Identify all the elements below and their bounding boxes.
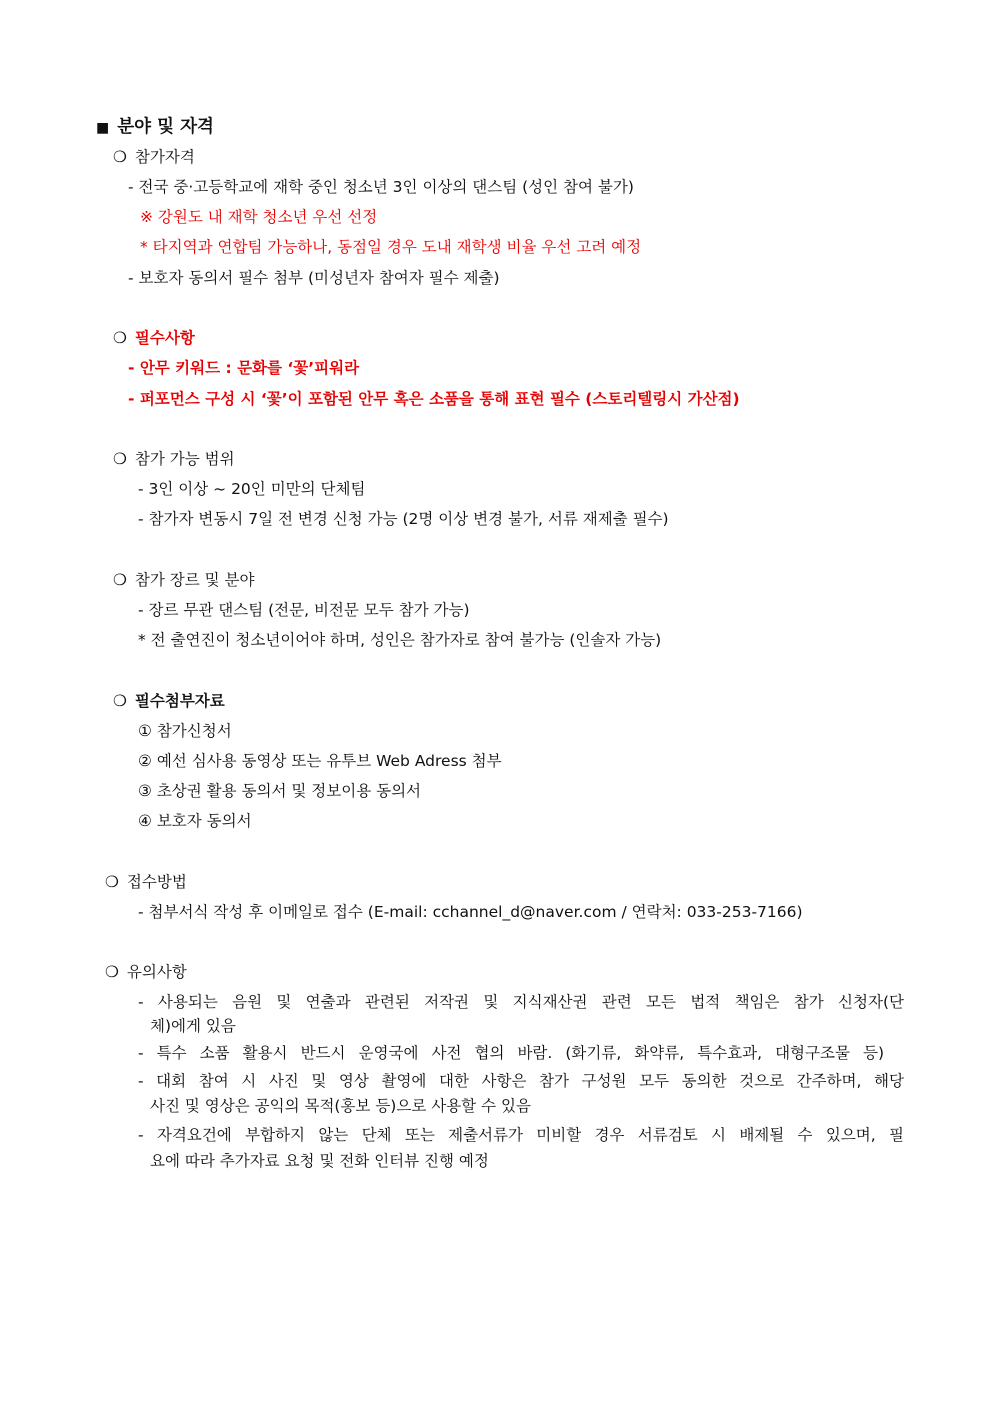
range-title: 참가 가능 범위 — [134, 450, 235, 468]
qualification-line-4: - 보호자 동의서 필수 첨부 (미성년자 참여자 필수 제출) — [128, 269, 500, 287]
qualification-line-1: - 전국 중·고등학교에 재학 중인 청소년 3인 이상의 댄스팀 (성인 참여 불가) — [128, 178, 634, 196]
attachment-item-3: ③ 초상권 활용 동의서 및 정보이용 동의서 — [138, 782, 422, 800]
qualification-line-3: * 타지역과 연합팀 가능하나, 동점일 경우 도내 재학생 비율 우선 고려 예정 — [140, 238, 642, 256]
note-4-line-2: 요에 따라 추가자료 요청 및 전화 인터뷰 진행 예정 — [150, 1152, 489, 1170]
note-4-line-1: - 자격요건에 부합하지 않는 단체 또는 제출서류가 미비할 경우 서류검토 시 배제될 수 있으며, 필 — [138, 1126, 904, 1144]
attachment-item-1: ① 참가신청서 — [138, 722, 232, 740]
circle-bullet-icon: ❍ — [113, 148, 127, 166]
qualification-title: 참가자격 — [134, 148, 195, 166]
note-2: - 특수 소품 활용시 반드시 운영국에 사전 협의 바람. (화기류, 화약류, 특수효과, 대형구조물 등) — [138, 1044, 884, 1062]
note-3-line-1: - 대회 참여 시 사진 및 영상 촬영에 대한 사항은 참가 구성원 모두 동의한 것으로 간주하며, 해당 — [138, 1072, 904, 1090]
section-heading — [96, 116, 214, 139]
required-title: 필수사항 — [134, 329, 195, 347]
genre-line-2: * 전 출연진이 청소년이어야 하며, 성인은 참가자로 참여 불가능 (인솔자 가능) — [138, 631, 662, 649]
required-heading — [113, 327, 195, 349]
section-title: 분야 및 자격 — [117, 117, 214, 137]
genre-line-1: - 장르 무관 댄스팀 (전문, 비전문 모두 참가 가능) — [138, 601, 470, 619]
circle-bullet-icon: ❍ — [105, 963, 119, 981]
notes-title: 유의사항 — [126, 963, 187, 981]
range-line-1: - 3인 이상 ~ 20인 미만의 단체팀 — [138, 480, 366, 498]
note-3-line-2: 사진 및 영상은 공익의 목적(홍보 등)으로 사용할 수 있음 — [150, 1097, 531, 1115]
notes-heading — [105, 961, 187, 983]
attachment-item-4: ④ 보호자 동의서 — [138, 812, 252, 830]
genre-heading — [113, 569, 255, 591]
qualification-line-2: ※ 강원도 내 재학 청소년 우선 선정 — [140, 208, 378, 226]
reception-title: 접수방법 — [126, 873, 187, 891]
circle-bullet-icon: ❍ — [113, 450, 127, 468]
reception-line-1: - 첨부서식 작성 후 이메일로 접수 (E-mail: cchannel_d@naver.com / 연락처: 033-253-7166) — [138, 903, 803, 921]
required-line-1: - 안무 키워드 : 문화를 ‘꽃’피워라 — [128, 359, 360, 377]
circle-bullet-icon: ❍ — [113, 329, 127, 347]
reception-heading — [105, 871, 187, 893]
attachment-item-2: ② 예선 심사용 동영상 또는 유투브 Web Adress 첨부 — [138, 752, 502, 770]
circle-bullet-icon: ❍ — [105, 873, 119, 891]
circle-bullet-icon: ❍ — [113, 692, 127, 710]
square-bullet-icon: ■ — [96, 120, 110, 136]
genre-title: 참가 장르 및 분야 — [134, 571, 255, 589]
attachments-heading — [113, 690, 225, 712]
attachments-title: 필수첨부자료 — [134, 692, 225, 710]
note-1-line-1: - 사용되는 음원 및 연출과 관련된 저작권 및 지식재산권 관련 모든 법적 책임은 참가 신청자(단 — [138, 993, 904, 1011]
qualification-heading — [113, 146, 195, 168]
note-1-line-2: 체)에게 있음 — [150, 1017, 236, 1035]
circle-bullet-icon: ❍ — [113, 571, 127, 589]
required-line-2: - 퍼포먼스 구성 시 ‘꽃’이 포함된 안무 혹은 소품을 통해 표현 필수 (스토리텔링시 가산점) — [128, 390, 740, 408]
range-line-2: - 참가자 변동시 7일 전 변경 신청 가능 (2명 이상 변경 불가, 서류 재제출 필수) — [138, 510, 669, 528]
range-heading — [113, 448, 235, 470]
